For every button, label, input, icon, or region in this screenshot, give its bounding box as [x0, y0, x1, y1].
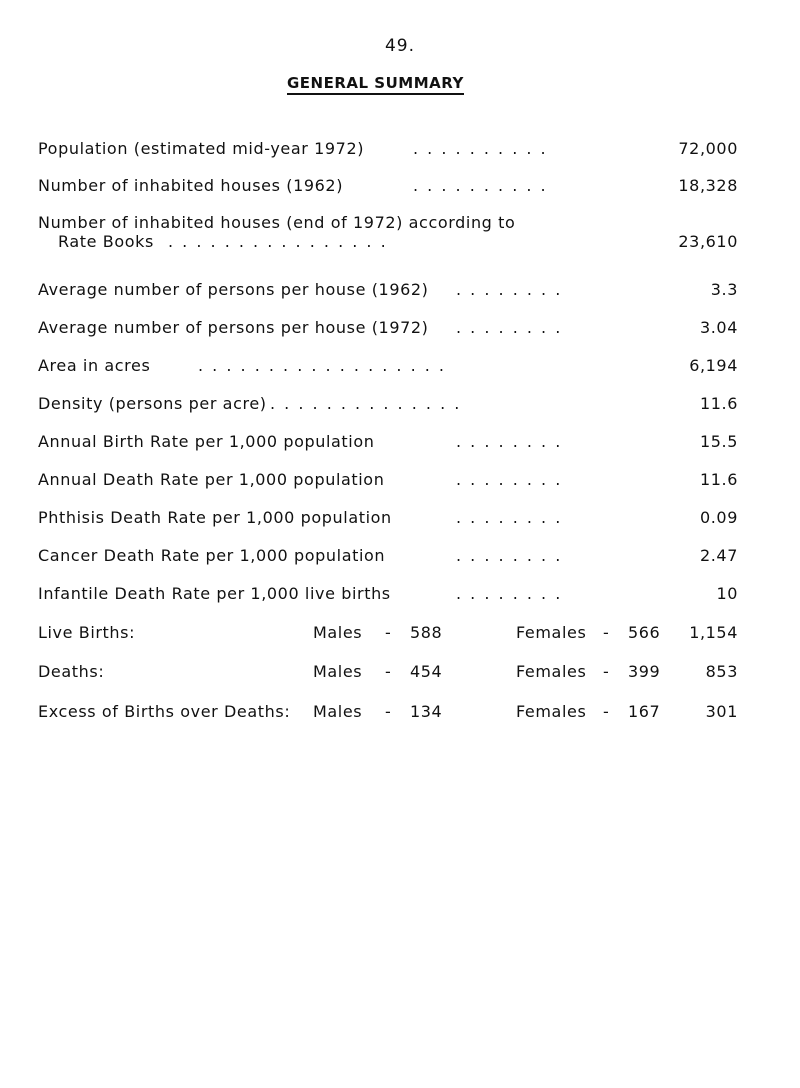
- row-label: Number of inhabited houses (end of 1972) according to: [38, 213, 516, 232]
- breakdown-row-live-births: [38, 623, 738, 645]
- leader-dots: . . . . . . . . . . . . . . . .: [168, 232, 388, 251]
- row-label: Number of inhabited houses (1962): [38, 176, 344, 195]
- leader-dots: . . . . . . . .: [456, 470, 563, 489]
- page-number: 49.: [384, 36, 416, 56]
- row-value: 11.6: [699, 470, 738, 489]
- dash: -: [385, 662, 392, 681]
- row-label-continued: Rate Books: [58, 232, 154, 251]
- row-value: 3.3: [710, 280, 738, 299]
- dash: -: [603, 662, 610, 681]
- row-value: 11.6: [699, 394, 738, 413]
- males-value: 454: [410, 662, 443, 681]
- total-value: 853: [705, 662, 738, 681]
- males-value: 588: [410, 623, 443, 642]
- summary-row-rate-books: [38, 232, 738, 254]
- females-value: 399: [628, 662, 661, 681]
- leader-dots: . . . . . . . .: [456, 508, 563, 527]
- breakdown-row-excess: [38, 702, 738, 724]
- row-value: 15.5: [699, 432, 738, 451]
- breakdown-label: Deaths:: [38, 662, 105, 681]
- breakdown-label: Excess of Births over Deaths:: [38, 702, 291, 721]
- total-value: 1,154: [689, 623, 738, 642]
- row-value: 0.09: [699, 508, 738, 527]
- leader-dots: . . . . . . . .: [456, 318, 563, 337]
- males-label: Males: [313, 702, 363, 721]
- leader-dots: . . . . . . . . . .: [413, 176, 548, 195]
- summary-row-persons-1962: [38, 280, 738, 302]
- summary-row-birth-rate: [38, 432, 738, 454]
- males-label: Males: [313, 623, 363, 642]
- dash: -: [385, 702, 392, 721]
- row-label: Infantile Death Rate per 1,000 live births: [38, 584, 391, 603]
- row-label: Phthisis Death Rate per 1,000 population: [38, 508, 392, 527]
- females-label: Females: [516, 702, 587, 721]
- row-label: Annual Birth Rate per 1,000 population: [38, 432, 375, 451]
- row-label: Cancer Death Rate per 1,000 population: [38, 546, 386, 565]
- page-title: GENERAL SUMMARY: [287, 74, 464, 95]
- row-label: Population (estimated mid-year 1972): [38, 139, 365, 158]
- summary-row-phthisis: [38, 508, 738, 530]
- row-value: 6,194: [689, 356, 738, 375]
- total-value: 301: [705, 702, 738, 721]
- leader-dots: . . . . . . . .: [456, 546, 563, 565]
- males-label: Males: [313, 662, 363, 681]
- summary-row-death-rate: [38, 470, 738, 492]
- row-value: 72,000: [678, 139, 738, 158]
- summary-row-infantile: [38, 584, 738, 606]
- row-label: Density (persons per acre): [38, 394, 267, 413]
- row-value: 18,328: [678, 176, 738, 195]
- breakdown-label: Live Births:: [38, 623, 136, 642]
- row-label: Average number of persons per house (1962): [38, 280, 429, 299]
- row-label: Average number of persons per house (1972): [38, 318, 429, 337]
- leader-dots: . . . . . . . .: [456, 432, 563, 451]
- breakdown-row-deaths: [38, 662, 738, 684]
- dash: -: [385, 623, 392, 642]
- leader-dots: . . . . . . . . . . . . . .: [270, 394, 462, 413]
- females-value: 566: [628, 623, 661, 642]
- females-label: Females: [516, 662, 587, 681]
- leader-dots: . . . . . . . .: [456, 584, 563, 603]
- summary-row-population: [38, 139, 738, 161]
- row-value: 23,610: [678, 232, 738, 251]
- summary-row-cancer: [38, 546, 738, 568]
- males-value: 134: [410, 702, 443, 721]
- row-value: 2.47: [699, 546, 738, 565]
- leader-dots: . . . . . . . . . .: [413, 139, 548, 158]
- row-value: 10: [716, 584, 738, 603]
- dash: -: [603, 623, 610, 642]
- leader-dots: . . . . . . . . . . . . . . . . . .: [198, 356, 447, 375]
- summary-row-persons-1972: [38, 318, 738, 340]
- summary-row-houses-1962: [38, 176, 738, 198]
- dash: -: [603, 702, 610, 721]
- females-label: Females: [516, 623, 587, 642]
- row-label: Annual Death Rate per 1,000 population: [38, 470, 385, 489]
- summary-row-area: [38, 356, 738, 378]
- summary-row-density: [38, 394, 738, 416]
- leader-dots: . . . . . . . .: [456, 280, 563, 299]
- row-label: Area in acres: [38, 356, 151, 375]
- females-value: 167: [628, 702, 661, 721]
- row-value: 3.04: [699, 318, 738, 337]
